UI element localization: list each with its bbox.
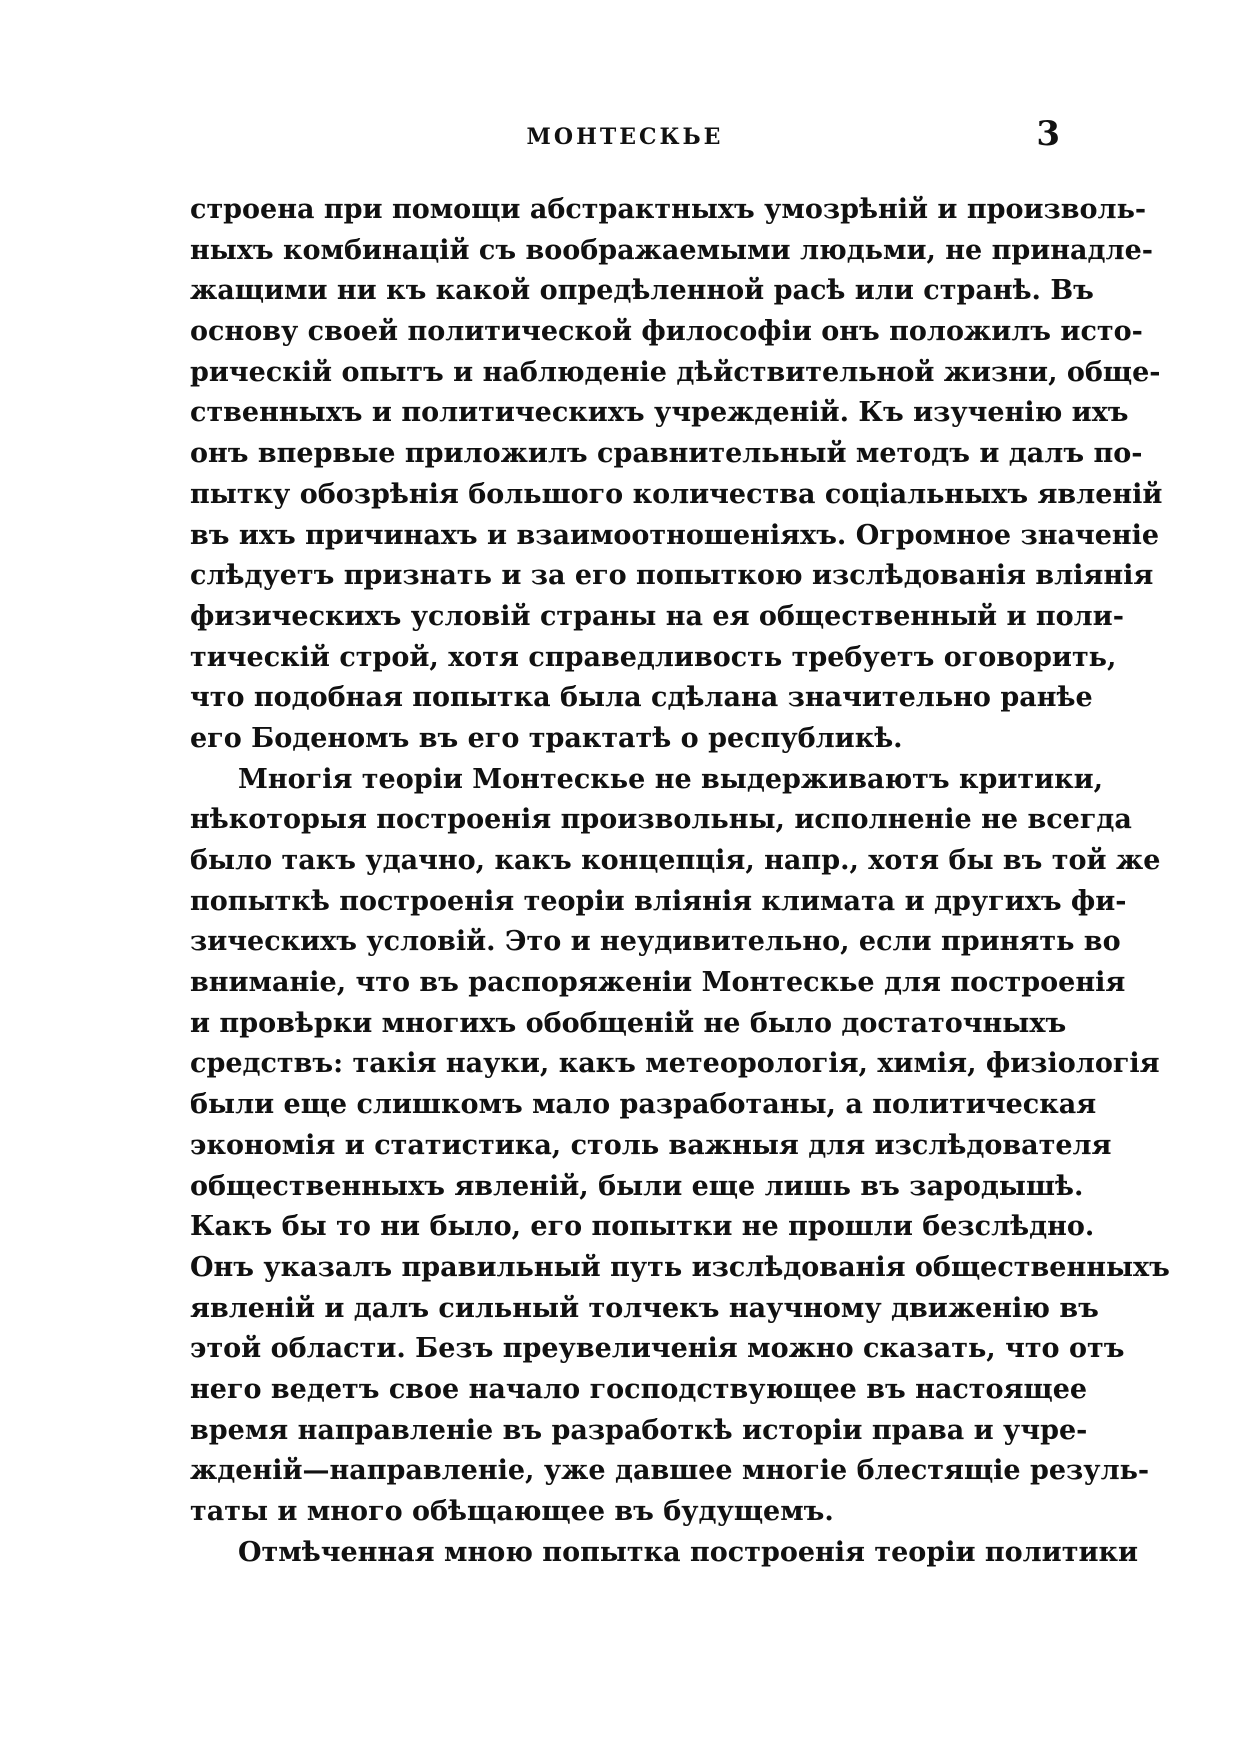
text-line: него ведетъ свое начало господствующее въ настоящее bbox=[190, 1373, 1088, 1405]
text-line: рическій опытъ и наблюденіе дѣйствительной жизни, обще- bbox=[190, 356, 1161, 388]
text-line: общественныхъ явленій, были еще лишь въ зародышѣ. bbox=[190, 1170, 1084, 1202]
text-line: средствъ: такія науки, какъ метеорологія, химія, физіологія bbox=[190, 1048, 1160, 1080]
text-line: что подобная попытка была сдѣлана значительно ранѣе bbox=[190, 682, 1093, 714]
text-line: явленій и далъ сильный толчекъ научному движенію въ bbox=[190, 1292, 1099, 1324]
text-line: вниманіе, что въ распоряженіи Монтескье для построенія bbox=[190, 967, 1126, 999]
text-line: онъ впервые приложилъ сравнительный методъ и далъ по- bbox=[190, 438, 1143, 470]
text-line: и провѣрки многихъ обобщеній не было достаточныхъ bbox=[190, 1007, 1067, 1039]
running-head bbox=[190, 114, 1060, 160]
text-line: въ ихъ причинахъ и взаимоотношеніяхъ. Огромное значеніе bbox=[190, 519, 1160, 551]
text-line: основу своей политической философіи онъ положилъ исто- bbox=[190, 316, 1143, 348]
text-line: строена при помощи абстрактныхъ умозрѣній и произволь- bbox=[190, 194, 1147, 225]
text-line: Многія теоріи Монтескье не выдерживаютъ критики, bbox=[238, 763, 1104, 795]
body-text bbox=[190, 190, 1170, 1573]
text-line: его Боденомъ въ его трактатѣ о республикѣ. bbox=[190, 722, 903, 754]
running-title: МОНТЕСКЬЕ bbox=[526, 124, 724, 150]
text-line: пытку обозрѣнія большого количества соціальныхъ явленій bbox=[190, 478, 1163, 510]
text-line: физическихъ условій страны на ея общественный и поли- bbox=[190, 600, 1124, 632]
text-line: зическихъ условій. Это и неудивительно, если принять во bbox=[190, 926, 1121, 958]
text-line: этой области. Безъ преувеличенія можно сказать, что отъ bbox=[190, 1333, 1125, 1365]
text-line: Отмѣченная мною попытка построенія теоріи политики bbox=[238, 1536, 1138, 1568]
text-line: тическій строй, хотя справедливость требуетъ оговорить, bbox=[190, 641, 1117, 673]
paragraph-critique bbox=[190, 760, 1170, 1533]
paragraph-theory bbox=[190, 1533, 1138, 1574]
text-line: жащими ни къ какой опредѣленной расѣ или странѣ. Въ bbox=[190, 275, 1094, 307]
text-line: ственныхъ и политическихъ учрежденій. Къ изученію ихъ bbox=[190, 397, 1129, 429]
text-line: нѣкоторыя построенія произвольны, исполненіе не всегда bbox=[190, 804, 1132, 836]
text-line: Какъ бы то ни было, его попытки не прошли безслѣдно. bbox=[190, 1211, 1095, 1243]
paragraph-continuation bbox=[190, 190, 1163, 760]
page-number: 3 bbox=[1036, 114, 1060, 154]
text-line: было такъ удачно, какъ концепція, напр., хотя бы въ той же bbox=[190, 845, 1161, 876]
text-line: ныхъ комбинацій съ воображаемыми людьми, не принадле- bbox=[190, 234, 1153, 266]
text-line: Онъ указалъ правильный путь изслѣдованія общественныхъ bbox=[190, 1251, 1170, 1283]
text-line: слѣдуетъ признать и за его попыткою изслѣдованія вліянія bbox=[190, 560, 1154, 592]
text-line: попыткѣ построенія теоріи вліянія климата и другихъ фи- bbox=[190, 885, 1127, 917]
text-line: время направленіе въ разработкѣ исторіи права и учре- bbox=[190, 1414, 1088, 1446]
text-line: экономія и статистика, столь важныя для изслѣдователя bbox=[190, 1129, 1112, 1161]
text-line: были еще слишкомъ мало разработаны, а политическая bbox=[190, 1089, 1097, 1121]
text-line: таты и много обѣщающее въ будущемъ. bbox=[190, 1496, 834, 1527]
text-line: жденій—направленіе, уже давшее многіе блестящіе резуль- bbox=[190, 1455, 1150, 1487]
